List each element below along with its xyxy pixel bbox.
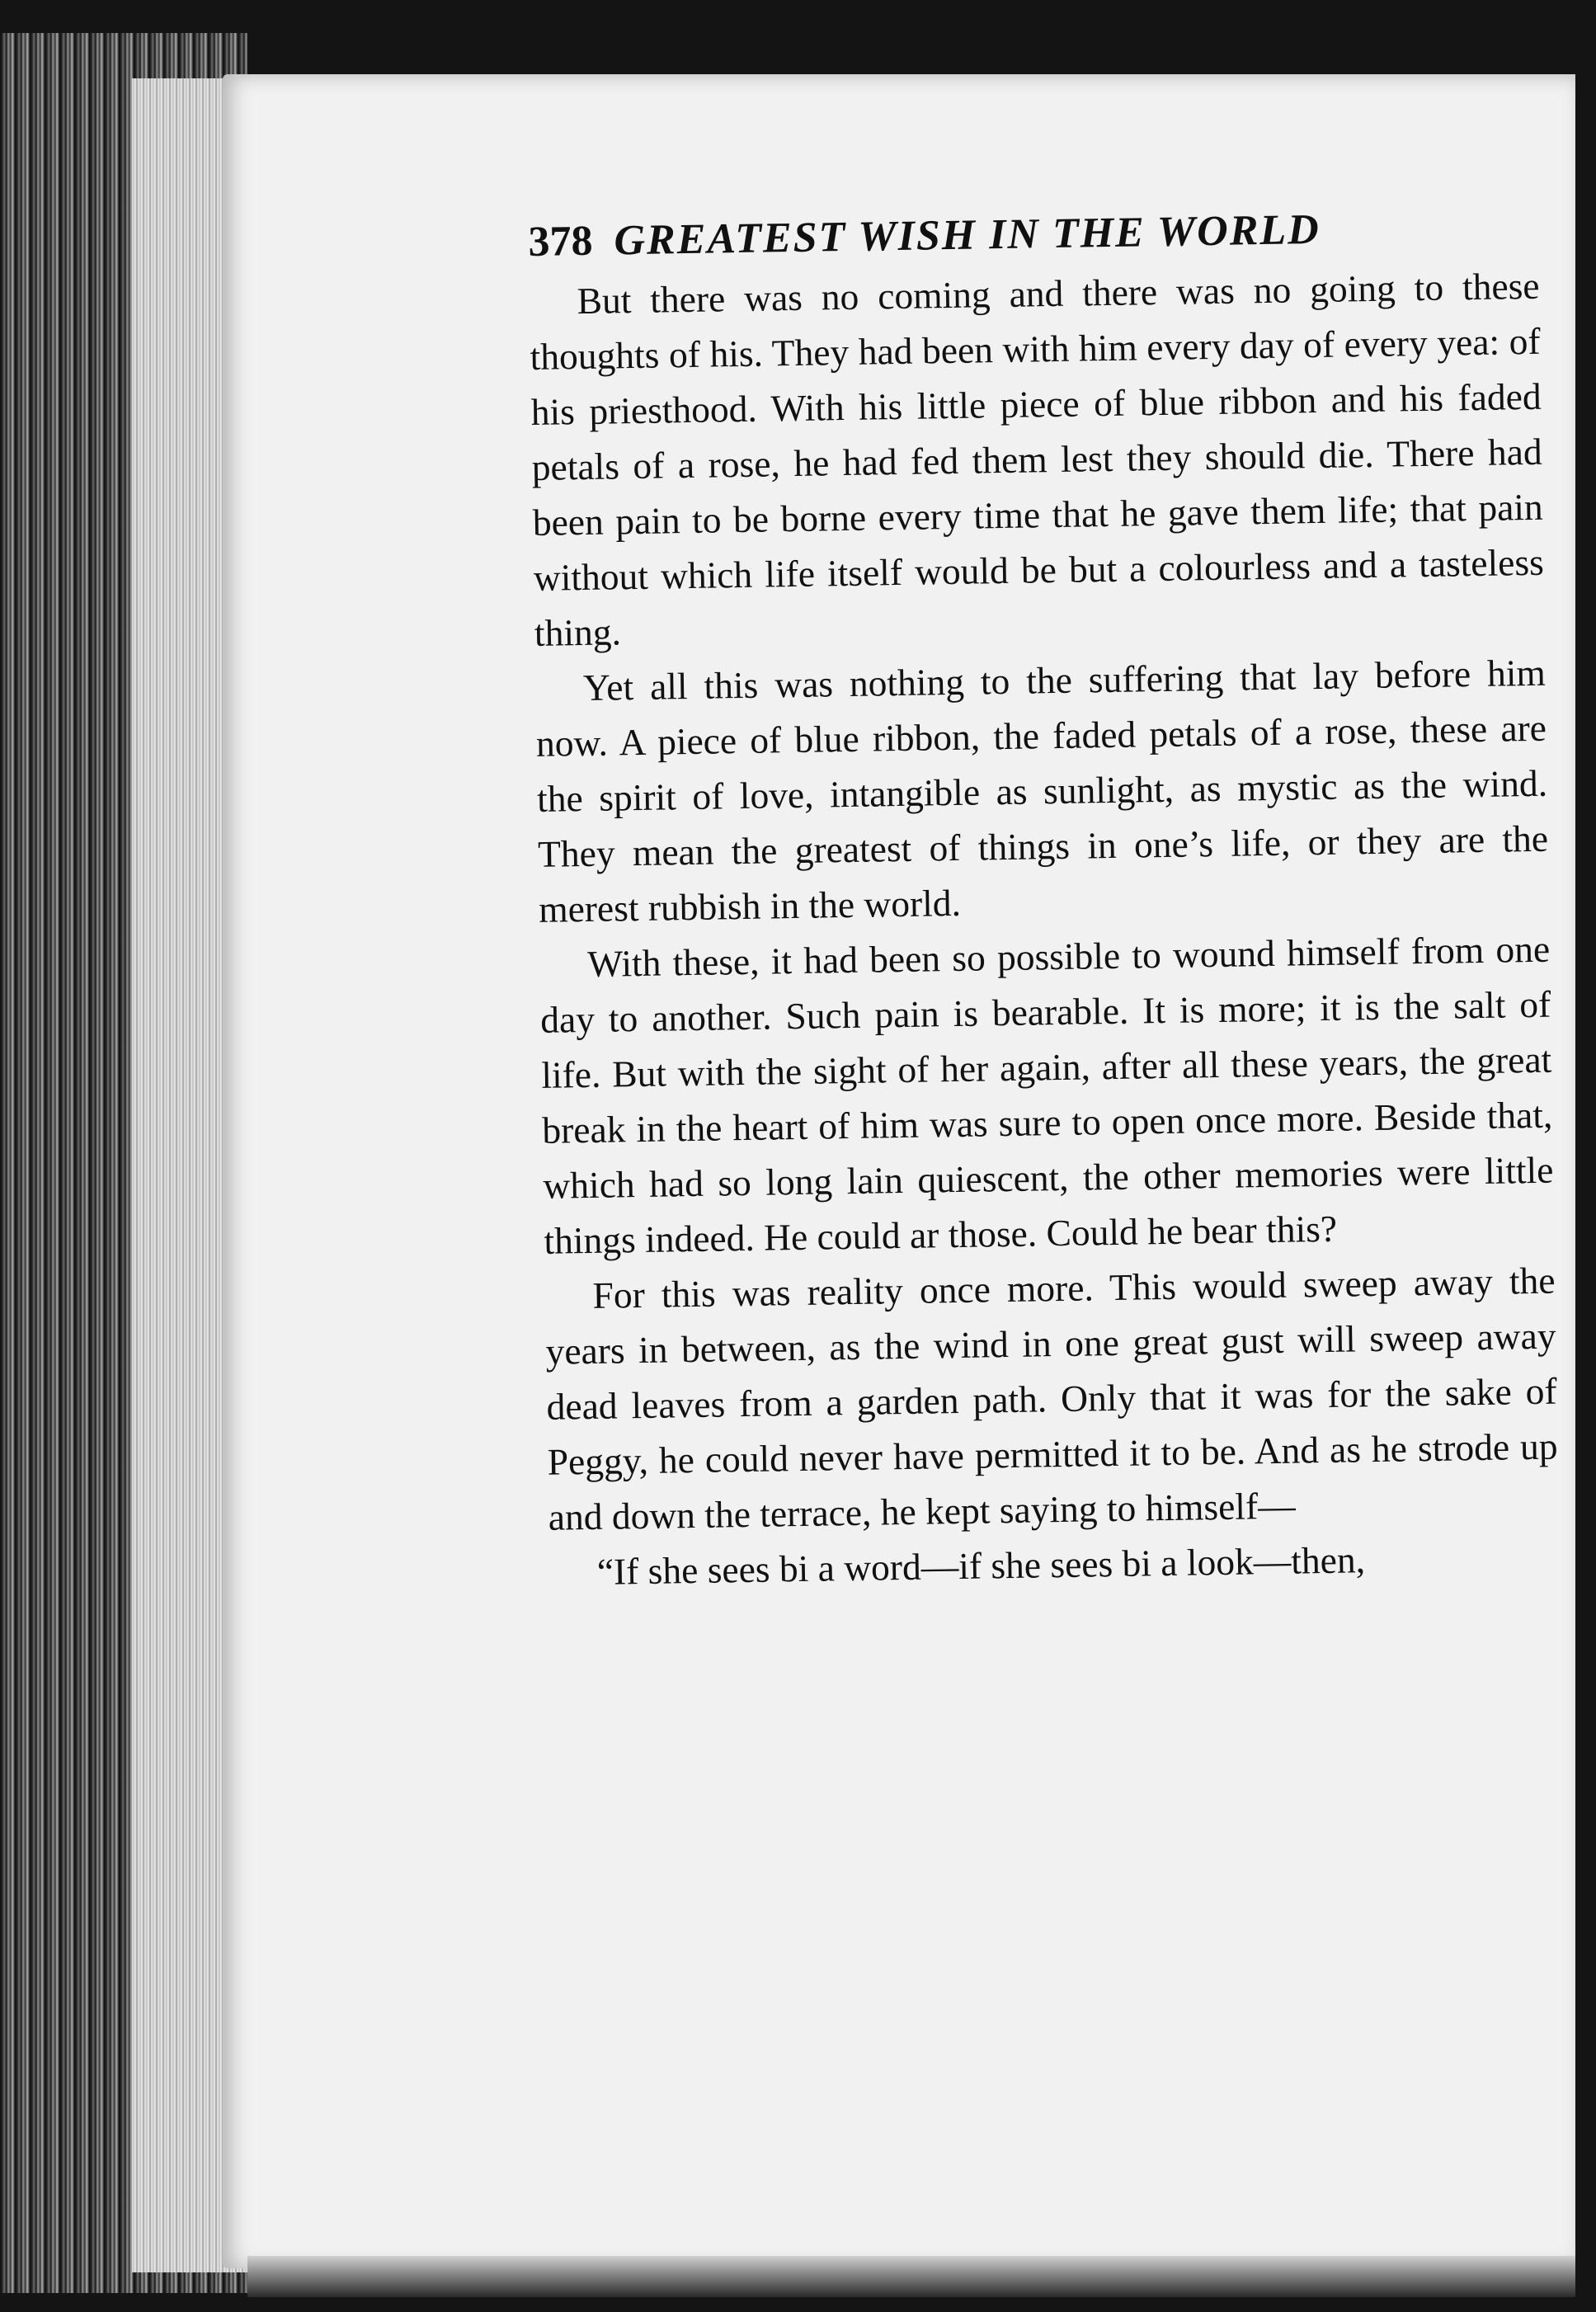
paragraph: For this was reality once more. This would sweep away the years in between, as the wind in one great gust will sweep away dead leaves from a garden path. Only that it was for the sake of Peggy, he could never have permitted it to be. And as he strode up and down the terrace, he kept saying to himself— <box>545 1259 1558 1538</box>
paragraph: But there was no coming and there was no going to these thoughts of his. They had been with him every day of every yea: of his priesthood. With his little piece of blue ribbon and his faded petals of a rose, he had fed them lest they should die. There had been pain to be borne every time that he gave them life; that pain without which life itself would be but a colourless and a tasteless thing. <box>530 264 1545 654</box>
paragraph: “If she sees bi a word—if she sees bi a look—then, <box>596 1538 1366 1593</box>
running-title: GREATEST WISH IN THE WORLD <box>614 205 1321 265</box>
paragraph: With these, it had been so possible to wound himself from one day to another. Such pain is bearable. It is more; it is the salt of life. But with the sight of her again, after all these years, the great break in the heart of him was sure to open once more. Beside that, which had so long lain quiescent, the other memories were little things indeed. He could ar those. Could he bear this? <box>539 927 1554 1262</box>
page-bottom-shadow <box>247 2256 1575 2297</box>
page-number: 378 <box>528 217 593 266</box>
page-text-block <box>528 200 1560 1600</box>
paragraph: Yet all this was nothing to the suffering that lay before him now. A piece of blue ribbon, the faded petals of a rose, these are the spirit of love, intangible as sunlight, as mystic as the wind. They mean the greatest of things in one’s life, or they are the merest rubbish in the world. <box>535 651 1549 930</box>
